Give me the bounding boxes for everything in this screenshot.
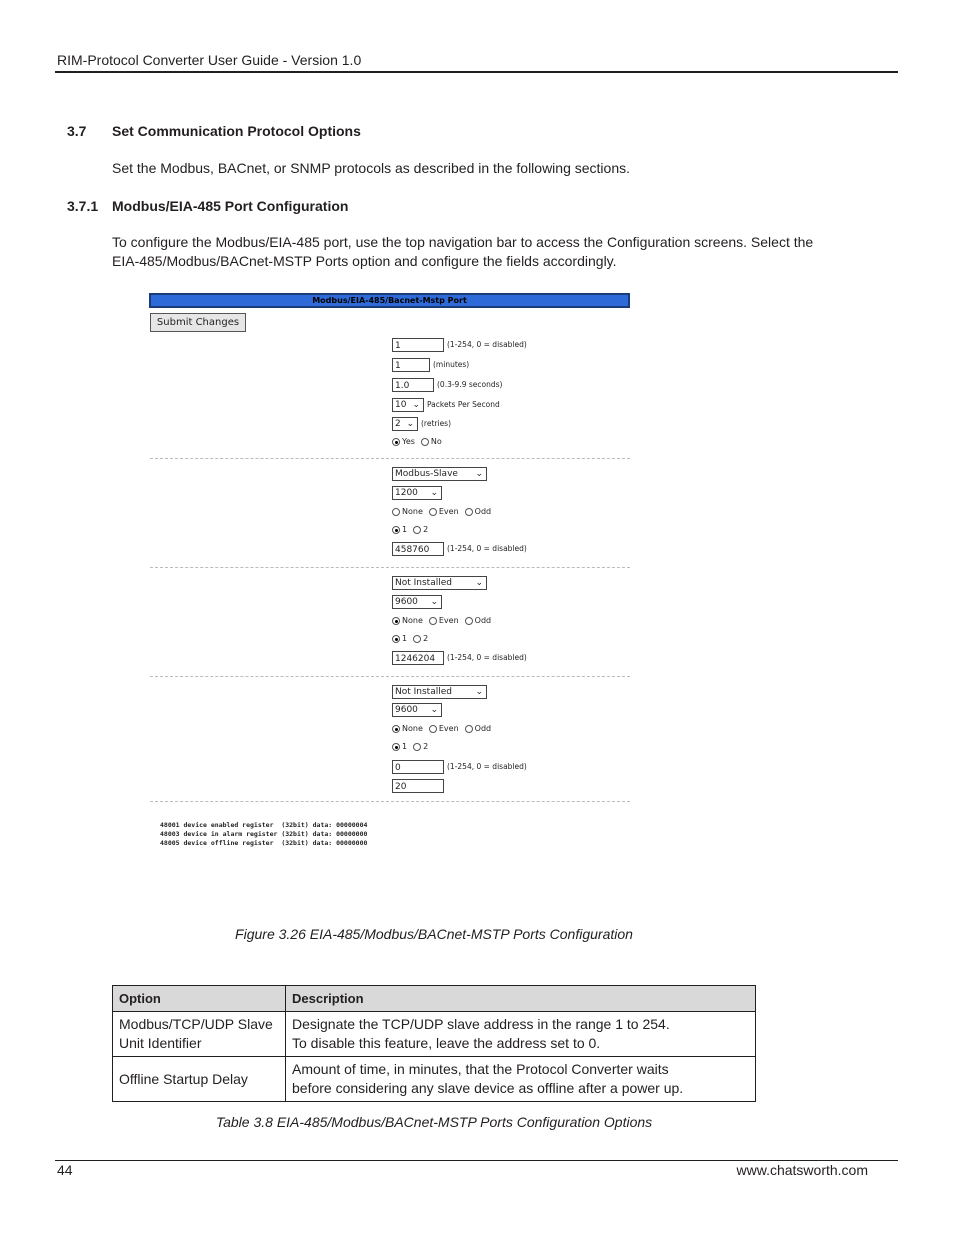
port2-parity-even-radio[interactable] [429, 617, 437, 625]
port3-parity-even-radio[interactable] [429, 725, 437, 733]
submit-changes-button[interactable]: Submit Changes [150, 313, 246, 332]
port2-function-value: Not Installed [395, 577, 452, 588]
port1-parity-even-radio[interactable] [429, 508, 437, 516]
port1-function-value: Modbus-Slave [395, 468, 458, 479]
port3-address-input[interactable]: 0 [392, 760, 444, 774]
open-requests-select[interactable] [392, 417, 418, 431]
section-number: 3.7 [67, 123, 87, 139]
port3-parity-none-radio[interactable] [392, 725, 400, 733]
table-row [113, 1057, 756, 1102]
subsection-title: Modbus/EIA-485 Port Configuration [112, 198, 349, 214]
open-requests-hint: (retries) [421, 419, 452, 428]
column-header: Description [286, 986, 756, 1012]
option-text: Offline Startup Delay [119, 1070, 248, 1087]
subsection-body-line-2: EIA-485/Modbus/BACnet-MSTP Ports option and configure the fields accordingly. [112, 253, 617, 269]
subsection-number: 3.7.1 [67, 198, 99, 214]
offline-delay-input[interactable]: 1 [392, 358, 430, 372]
chevron-down-icon: ⌄ [475, 686, 483, 697]
section-body: Set the Modbus, BACnet, or SNMP protocols as described in the following sections. [112, 160, 631, 176]
port2-function-select[interactable] [392, 576, 487, 590]
header-rule [55, 71, 898, 73]
register-readout [160, 821, 367, 848]
chevron-down-icon: ⌄ [430, 487, 438, 498]
chevron-down-icon: ⌄ [475, 577, 483, 588]
description-cell [286, 1012, 756, 1057]
poll-rate-value: 10 [395, 399, 407, 410]
chevron-down-icon: ⌄ [475, 468, 483, 479]
option-text: Unit Identifier [119, 1035, 202, 1051]
stop-1-label: 1 [402, 634, 408, 643]
page-number: 44 [57, 1162, 73, 1178]
slave-id-input[interactable]: 1 [392, 338, 444, 352]
port1-function-select[interactable] [392, 467, 487, 481]
table-header-row [113, 986, 756, 1012]
write-no-radio[interactable] [421, 438, 429, 446]
description-text: before considering any slave device as offline after a power up. [292, 1080, 684, 1096]
table-row [113, 1012, 756, 1057]
parity-odd-label: Odd [474, 507, 492, 516]
description-text: Amount of time, in minutes, that the Protocol Converter waits [292, 1061, 669, 1077]
poll-rate-hint: Packets Per Second [427, 400, 500, 409]
port2-baud-value: 9600 [395, 596, 418, 607]
screen-titlebar [149, 293, 630, 308]
chevron-down-icon: ⌄ [406, 418, 414, 429]
write-yes-label: Yes [402, 437, 415, 446]
port2-parity-none-radio[interactable] [392, 617, 400, 625]
port1-baud-select[interactable] [392, 486, 442, 500]
column-header: Option [113, 986, 286, 1012]
open-requests-value: 2 [395, 418, 401, 429]
port3-address-hint: (1-254, 0 = disabled) [447, 762, 527, 771]
stop-1-label: 1 [402, 742, 408, 751]
port3-parity-odd-radio[interactable] [465, 725, 473, 733]
figure-caption: Figure 3.26 EIA-485/Modbus/BACnet-MSTP Ports Configuration [235, 926, 633, 942]
response-time-hint: (0.3-9.9 seconds) [437, 380, 503, 389]
port1-address-input[interactable]: 458760 [392, 542, 444, 556]
port2-address-input[interactable]: 1246204 [392, 651, 444, 665]
parity-none-label: None [402, 724, 423, 733]
parity-even-label: Even [438, 724, 459, 733]
option-text: Modbus/TCP/UDP Slave [119, 1016, 273, 1032]
write-yes-radio[interactable] [392, 438, 400, 446]
stop-2-label: 2 [423, 634, 429, 643]
chevron-down-icon: ⌄ [412, 399, 420, 410]
port3-function-select[interactable] [392, 685, 487, 699]
divider [150, 801, 630, 803]
parity-none-label: None [402, 507, 423, 516]
options-table [112, 985, 756, 1102]
port3-function-value: Not Installed [395, 686, 452, 697]
footer-rule [55, 1160, 898, 1161]
parity-none-label: None [402, 616, 423, 625]
chevron-down-icon: ⌄ [430, 596, 438, 607]
option-cell [113, 1057, 286, 1102]
port3-stop-1-radio[interactable] [392, 743, 400, 751]
divider [150, 676, 630, 678]
port1-address-hint: (1-254, 0 = disabled) [447, 544, 527, 553]
poll-rate-select[interactable] [392, 398, 424, 412]
port2-stop-1-radio[interactable] [392, 635, 400, 643]
screen-title: Modbus/EIA-485/Bacnet-Mstp Port [312, 296, 467, 305]
port2-stop-2-radio[interactable] [413, 635, 421, 643]
stop-2-label: 2 [423, 742, 429, 751]
port3-stop-2-radio[interactable] [413, 743, 421, 751]
stop-1-label: 1 [402, 525, 408, 534]
register-line: 48003 device in alarm register (32bit) data: 00000000 [160, 830, 368, 838]
port2-parity-odd-radio[interactable] [465, 617, 473, 625]
section-title: Set Communication Protocol Options [112, 123, 361, 139]
configuration-screenshot [148, 290, 634, 856]
chevron-down-icon: ⌄ [430, 704, 438, 715]
parity-even-label: Even [438, 507, 459, 516]
port1-parity-odd-radio[interactable] [465, 508, 473, 516]
parity-odd-label: Odd [474, 616, 492, 625]
footer-url[interactable]: www.chatsworth.com [736, 1162, 868, 1178]
register-line: 48001 device enabled register (32bit) data: 00000004 [160, 821, 368, 829]
offline-delay-hint: (minutes) [433, 360, 470, 369]
write-no-label: No [430, 437, 442, 446]
divider [150, 458, 630, 460]
port1-parity-none-radio[interactable] [392, 508, 400, 516]
port1-baud-value: 1200 [395, 487, 418, 498]
port3-baud-value: 9600 [395, 704, 418, 715]
subsection-body-line-1: To configure the Modbus/EIA-485 port, use the top navigation bar to access the Configuration screens. Select the [112, 234, 814, 250]
table-caption: Table 3.8 EIA-485/Modbus/BACnet-MSTP Ports Configuration Options [215, 1114, 653, 1130]
parity-odd-label: Odd [474, 724, 492, 733]
divider [150, 567, 630, 569]
stop-2-label: 2 [423, 525, 429, 534]
slave-id-hint: (1-254, 0 = disabled) [447, 340, 527, 349]
port1-stop-1-radio[interactable] [392, 526, 400, 534]
parity-even-label: Even [438, 616, 459, 625]
description-text: Designate the TCP/UDP slave address in the range 1 to 254. [292, 1016, 670, 1032]
document-header: RIM-Protocol Converter User Guide - Version 1.0 [57, 52, 362, 68]
description-text: To disable this feature, leave the address set to 0. [292, 1035, 601, 1051]
port3-max-master-input[interactable]: 20 [392, 779, 444, 793]
port2-address-hint: (1-254, 0 = disabled) [447, 653, 527, 662]
option-cell [113, 1012, 286, 1057]
register-line: 48005 device offline register (32bit) data: 00000000 [160, 839, 368, 847]
response-time-input[interactable]: 1.0 [392, 378, 434, 392]
port3-baud-select[interactable] [392, 703, 442, 717]
port2-baud-select[interactable] [392, 595, 442, 609]
description-cell [286, 1057, 756, 1102]
port1-stop-2-radio[interactable] [413, 526, 421, 534]
